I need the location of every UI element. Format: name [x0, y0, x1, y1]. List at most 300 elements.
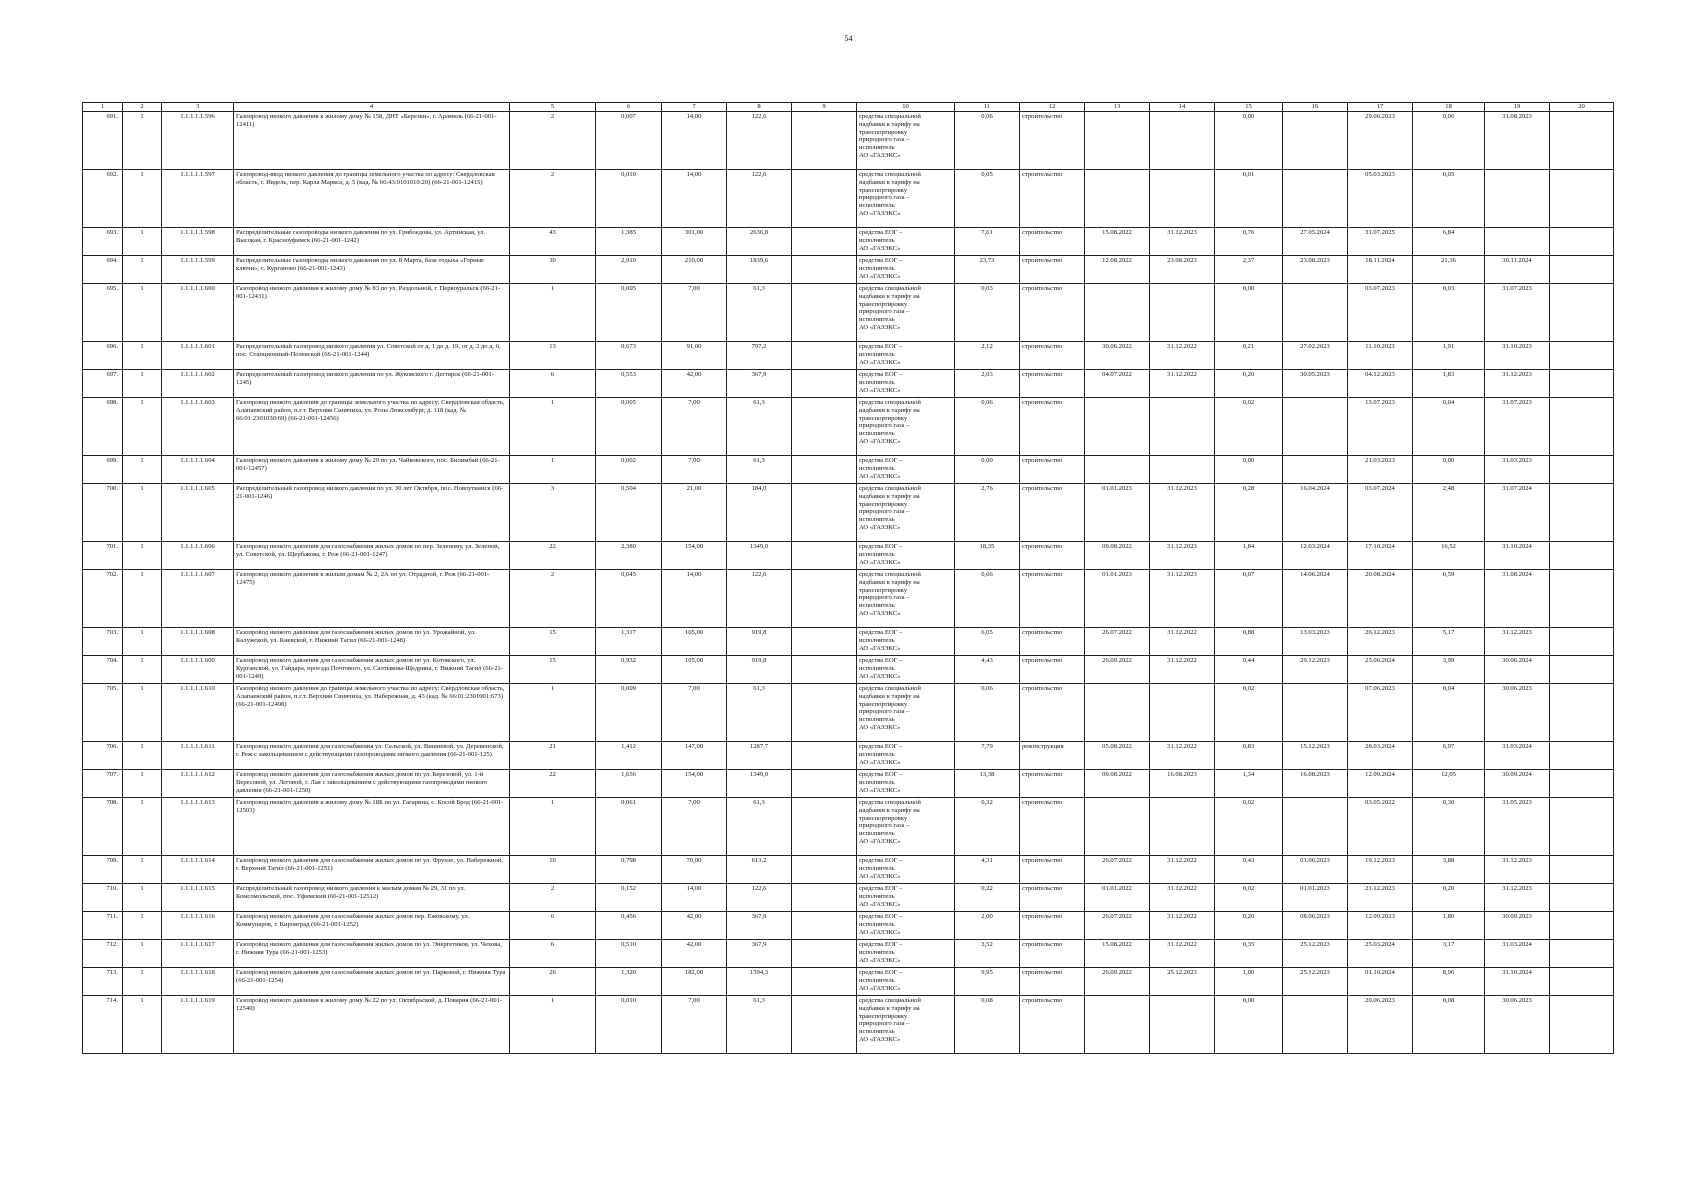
cell-c7: 21,00 — [662, 484, 727, 542]
cell-c19: 31.10.2024 — [1485, 542, 1550, 570]
table-row — [83, 228, 1614, 256]
cell-c16 — [1283, 284, 1348, 342]
cell-c5: 15 — [510, 656, 596, 684]
cell-c16: 12.03.2024 — [1283, 542, 1348, 570]
cell-c2: 1 — [123, 484, 162, 542]
cell-c2: 1 — [123, 370, 162, 398]
cell-c14: 23.08.2023 — [1150, 256, 1215, 284]
cell-c12: строительство — [1020, 256, 1085, 284]
cell-c5: 10 — [510, 856, 596, 884]
column-header: 13 — [1085, 103, 1150, 112]
table-row — [83, 856, 1614, 884]
cell-src: средства ЕОГ – исполнитель АО «ГАЗЭКС» — [857, 656, 955, 684]
cell-c18: 3,17 — [1413, 940, 1485, 968]
cell-code: 1.1.1.1.1.601 — [162, 342, 234, 370]
cell-n: 693. — [83, 228, 123, 256]
cell-c2: 1 — [123, 170, 162, 228]
cell-c7: 7,00 — [662, 798, 727, 856]
cell-c2: 1 — [123, 342, 162, 370]
cell-c13: 04.07.2022 — [1085, 370, 1150, 398]
cell-c12: реконструкция — [1020, 742, 1085, 770]
cell-c11: 23,73 — [955, 256, 1020, 284]
cell-c12: строительство — [1020, 770, 1085, 798]
cell-c5: 26 — [510, 968, 596, 996]
cell-c6: 0,061 — [596, 798, 662, 856]
cell-c15: 0,00 — [1215, 996, 1283, 1054]
cell-c13: 05.08.2022 — [1085, 742, 1150, 770]
cell-c15: 0,00 — [1215, 456, 1283, 484]
cell-c12: строительство — [1020, 228, 1085, 256]
cell-name: Газопровод низкого давления для газоснабжения жилых домов по ул. Урожайной, ул. Калужской, ул. Киевской, г. Нижний Тагил (66-21-001-1248) — [234, 628, 510, 656]
cell-c2: 1 — [123, 996, 162, 1054]
cell-c6: 0,504 — [596, 484, 662, 542]
cell-c8: 367,9 — [727, 940, 792, 968]
cell-c18: 3,88 — [1413, 856, 1485, 884]
cell-c9 — [792, 342, 857, 370]
cell-c19: 31.03.2024 — [1485, 940, 1550, 968]
column-header: 10 — [857, 103, 955, 112]
cell-c13: 12.08.2022 — [1085, 256, 1150, 284]
cell-name: Распределительные газопроводы низкого давления по ул. Грибоедова, ул. Артинская, ул. Высокая, г. Красноуфимск (66-21-001-1242) — [234, 228, 510, 256]
cell-c20 — [1550, 940, 1614, 968]
cell-c16 — [1283, 112, 1348, 170]
cell-c16: 16.08.2023 — [1283, 770, 1348, 798]
cell-c8: 613,2 — [727, 856, 792, 884]
cell-c16: 16.04.2024 — [1283, 484, 1348, 542]
cell-c9 — [792, 256, 857, 284]
cell-c12: строительство — [1020, 628, 1085, 656]
cell-c19: 31.08.2024 — [1485, 570, 1550, 628]
cell-c13 — [1085, 456, 1150, 484]
cell-c20 — [1550, 742, 1614, 770]
cell-c12: строительство — [1020, 342, 1085, 370]
cell-c9 — [792, 456, 857, 484]
cell-c15: 0,76 — [1215, 228, 1283, 256]
cell-c7: 7,00 — [662, 996, 727, 1054]
cell-c20 — [1550, 968, 1614, 996]
cell-c14: 31.12.2022 — [1150, 742, 1215, 770]
cell-c20 — [1550, 484, 1614, 542]
cell-c6: 1,412 — [596, 742, 662, 770]
cell-n: 709. — [83, 856, 123, 884]
table-row — [83, 542, 1614, 570]
cell-c6: 1,656 — [596, 770, 662, 798]
cell-n: 696. — [83, 342, 123, 370]
cell-c9 — [792, 398, 857, 456]
cell-c19: 31.07.2023 — [1485, 398, 1550, 456]
cell-c8: 1349,0 — [727, 770, 792, 798]
investment-table — [82, 102, 1614, 1054]
cell-c5: 6 — [510, 940, 596, 968]
table-row — [83, 398, 1614, 456]
column-header: 14 — [1150, 103, 1215, 112]
cell-c17: 01.10.2024 — [1348, 968, 1413, 996]
column-header: 5 — [510, 103, 596, 112]
cell-c17: 25.06.2024 — [1348, 656, 1413, 684]
cell-c16: 25.12.2023 — [1283, 940, 1348, 968]
cell-c18: 0,08 — [1413, 996, 1485, 1054]
cell-c7: 42,00 — [662, 912, 727, 940]
cell-c19: 31.12.2023 — [1485, 628, 1550, 656]
cell-c14: 31.12.2022 — [1150, 856, 1215, 884]
cell-src: средства ЕОГ – исполнитель АО «ГАЗЭКС» — [857, 256, 955, 284]
cell-c13: 15.08.2022 — [1085, 940, 1150, 968]
cell-c7: 105,00 — [662, 656, 727, 684]
cell-code: 1.1.1.1.1.609 — [162, 656, 234, 684]
cell-src: средства специальной надбавки к тарифу на транспортировку природного газа – исполнитель АО «ГАЗЭКС» — [857, 484, 955, 542]
cell-c20 — [1550, 112, 1614, 170]
cell-c8: 919,8 — [727, 656, 792, 684]
table-row — [83, 370, 1614, 398]
cell-n: 695. — [83, 284, 123, 342]
cell-c20 — [1550, 370, 1614, 398]
cell-c16 — [1283, 170, 1348, 228]
cell-c12: строительство — [1020, 940, 1085, 968]
cell-c20 — [1550, 570, 1614, 628]
cell-c19: 31.03.2024 — [1485, 742, 1550, 770]
cell-c20 — [1550, 542, 1614, 570]
cell-code: 1.1.1.1.1.616 — [162, 912, 234, 940]
cell-src: средства ЕОГ – исполнитель АО «ГАЗЭКС» — [857, 342, 955, 370]
cell-c20 — [1550, 798, 1614, 856]
cell-n: 700. — [83, 484, 123, 542]
cell-src: средства специальной надбавки к тарифу на транспортировку природного газа – исполнитель АО «ГАЗЭКС» — [857, 398, 955, 456]
cell-c14: 31.12.2022 — [1150, 912, 1215, 940]
cell-c19: 31.07.2024 — [1485, 484, 1550, 542]
cell-c16: 08.06.2023 — [1283, 912, 1348, 940]
cell-c6: 0,673 — [596, 342, 662, 370]
cell-src: средства специальной надбавки к тарифу на транспортировку природного газа – исполнитель АО «ГАЗЭКС» — [857, 570, 955, 628]
cell-c20 — [1550, 684, 1614, 742]
cell-c16 — [1283, 684, 1348, 742]
cell-c9 — [792, 170, 857, 228]
cell-name: Газопровод низкого давления к жилым домам № 2, 2А по ул. Отрадной, г. Реж (66-21-001-12475) — [234, 570, 510, 628]
cell-c5: 1 — [510, 456, 596, 484]
cell-n: 701. — [83, 542, 123, 570]
cell-c14: 31.12.2022 — [1150, 940, 1215, 968]
cell-c11: 13,38 — [955, 770, 1020, 798]
cell-c7: 42,00 — [662, 370, 727, 398]
cell-c17: 29.06.2023 — [1348, 112, 1413, 170]
cell-c16 — [1283, 456, 1348, 484]
cell-c17: 28.03.2024 — [1348, 742, 1413, 770]
cell-c9 — [792, 570, 857, 628]
cell-name: Распределительные газопроводы низкого давления по ул. 8 Марта, база отдыха «Горные ключи», с. Курганово (66-21-001-1243) — [234, 256, 510, 284]
cell-c5: 2 — [510, 884, 596, 912]
cell-c6: 1,317 — [596, 628, 662, 656]
cell-c19: 31.12.2023 — [1485, 884, 1550, 912]
cell-c20 — [1550, 912, 1614, 940]
cell-src: средства ЕОГ – исполнитель АО «ГАЗЭКС» — [857, 628, 955, 656]
cell-c17: 31.07.2025 — [1348, 228, 1413, 256]
cell-c14: 31.12.2023 — [1150, 570, 1215, 628]
cell-c16 — [1283, 798, 1348, 856]
cell-c9 — [792, 770, 857, 798]
cell-c9 — [792, 656, 857, 684]
cell-c11: 0,06 — [955, 398, 1020, 456]
cell-c18: 1,83 — [1413, 370, 1485, 398]
cell-c14: 31.12.2022 — [1150, 628, 1215, 656]
cell-c12: строительство — [1020, 570, 1085, 628]
cell-c8: 61,3 — [727, 456, 792, 484]
cell-c18: 16,52 — [1413, 542, 1485, 570]
cell-c15: 0,02 — [1215, 884, 1283, 912]
cell-src: средства ЕОГ – исполнитель АО «ГАЗЭКС» — [857, 884, 955, 912]
cell-c15: 0,35 — [1215, 940, 1283, 968]
cell-code: 1.1.1.1.1.599 — [162, 256, 234, 284]
cell-c11: 7,61 — [955, 228, 1020, 256]
cell-c11: 0,06 — [955, 684, 1020, 742]
cell-c8: 367,9 — [727, 370, 792, 398]
cell-c7: 210,00 — [662, 256, 727, 284]
cell-c8: 61,3 — [727, 996, 792, 1054]
cell-c2: 1 — [123, 656, 162, 684]
cell-c12: строительство — [1020, 684, 1085, 742]
cell-c8: 122,6 — [727, 884, 792, 912]
cell-c20 — [1550, 856, 1614, 884]
cell-c5: 22 — [510, 770, 596, 798]
cell-c5: 30 — [510, 256, 596, 284]
cell-c11: 4,31 — [955, 856, 1020, 884]
cell-c7: 91,00 — [662, 342, 727, 370]
cell-c17: 04.12.2023 — [1348, 370, 1413, 398]
cell-c5: 1 — [510, 284, 596, 342]
cell-c16: 13.03.2023 — [1283, 628, 1348, 656]
cell-c14 — [1150, 456, 1215, 484]
table-row — [83, 628, 1614, 656]
cell-c12: строительство — [1020, 456, 1085, 484]
cell-c11: 0,22 — [955, 884, 1020, 912]
cell-c8: 2636,8 — [727, 228, 792, 256]
cell-c16 — [1283, 996, 1348, 1054]
cell-src: средства ЕОГ – исполнитель АО «ГАЗЭКС» — [857, 968, 955, 996]
cell-c12: строительство — [1020, 398, 1085, 456]
cell-c6: 0,010 — [596, 170, 662, 228]
cell-c2: 1 — [123, 742, 162, 770]
cell-src: средства специальной надбавки к тарифу на транспортировку природного газа – исполнитель АО «ГАЗЭКС» — [857, 996, 955, 1054]
cell-c12: строительство — [1020, 968, 1085, 996]
cell-c13: 26.07.2022 — [1085, 628, 1150, 656]
cell-code: 1.1.1.1.1.604 — [162, 456, 234, 484]
cell-n: 697. — [83, 370, 123, 398]
table-row — [83, 456, 1614, 484]
cell-c7: 14,00 — [662, 112, 727, 170]
cell-c19: 30.09.2024 — [1485, 770, 1550, 798]
cell-c13 — [1085, 398, 1150, 456]
cell-n: 710. — [83, 884, 123, 912]
table-row — [83, 968, 1614, 996]
cell-c17: 03.07.2023 — [1348, 284, 1413, 342]
cell-c8: 61,3 — [727, 798, 792, 856]
cell-c13: 01.01.2022 — [1085, 884, 1150, 912]
cell-c9 — [792, 968, 857, 996]
cell-c7: 42,00 — [662, 940, 727, 968]
cell-c7: 105,00 — [662, 628, 727, 656]
cell-c2: 1 — [123, 570, 162, 628]
table-row — [83, 170, 1614, 228]
cell-code: 1.1.1.1.1.598 — [162, 228, 234, 256]
cell-c14: 31.12.2022 — [1150, 370, 1215, 398]
cell-c8: 797,2 — [727, 342, 792, 370]
cell-code: 1.1.1.1.1.597 — [162, 170, 234, 228]
cell-n: 699. — [83, 456, 123, 484]
cell-c17: 18.11.2024 — [1348, 256, 1413, 284]
cell-c20 — [1550, 256, 1614, 284]
cell-c19: 31.12.2023 — [1485, 370, 1550, 398]
cell-c2: 1 — [123, 628, 162, 656]
cell-c11: 2,76 — [955, 484, 1020, 542]
cell-c2: 1 — [123, 884, 162, 912]
cell-c19: 30.06.2024 — [1485, 656, 1550, 684]
cell-name: Газопровод низкого давления к жилому дому № 158, ДНТ «Березки», г. Арамиль (66-21-001-12411) — [234, 112, 510, 170]
cell-c13 — [1085, 798, 1150, 856]
cell-c8: 367,9 — [727, 912, 792, 940]
cell-c5: 1 — [510, 684, 596, 742]
cell-c14 — [1150, 284, 1215, 342]
cell-c13 — [1085, 996, 1150, 1054]
cell-n: 703. — [83, 628, 123, 656]
cell-c13: 26.07.2022 — [1085, 912, 1150, 940]
cell-c6: 0,002 — [596, 456, 662, 484]
cell-c19: 31.07.2023 — [1485, 284, 1550, 342]
cell-code: 1.1.1.1.1.596 — [162, 112, 234, 170]
cell-src: средства ЕОГ – исполнитель АО «ГАЗЭКС» — [857, 742, 955, 770]
cell-c5: 6 — [510, 912, 596, 940]
cell-c9 — [792, 628, 857, 656]
cell-c12: строительство — [1020, 112, 1085, 170]
cell-name: Газопровод низкого давления для газоснабжения жилых домов по ул. Энергетиков, ул. Чехова, г. Нижняя Тура (66-21-001-1253) — [234, 940, 510, 968]
cell-c6: 0,510 — [596, 940, 662, 968]
cell-c12: строительство — [1020, 798, 1085, 856]
column-header: 18 — [1413, 103, 1485, 112]
cell-name: Газопровод низкого давления для газоснабжения жилых домов пер. Ежовскому, ул. Коммунаров, г. Кировград (66-21-001-1252) — [234, 912, 510, 940]
cell-c13: 30.06.2022 — [1085, 342, 1150, 370]
cell-c2: 1 — [123, 456, 162, 484]
cell-c17: 25.03.2024 — [1348, 940, 1413, 968]
table-row — [83, 256, 1614, 284]
cell-c5: 6 — [510, 370, 596, 398]
cell-c20 — [1550, 342, 1614, 370]
cell-src: средства специальной надбавки к тарифу на транспортировку природного газа – исполнитель АО «ГАЗЭКС» — [857, 170, 955, 228]
cell-c13: 26.07.2022 — [1085, 856, 1150, 884]
cell-c15: 0,88 — [1215, 628, 1283, 656]
cell-c16: 15.12.2023 — [1283, 742, 1348, 770]
cell-n: 711. — [83, 912, 123, 940]
cell-c11: 7,79 — [955, 742, 1020, 770]
cell-c20 — [1550, 770, 1614, 798]
column-header: 2 — [123, 103, 162, 112]
column-header: 6 — [596, 103, 662, 112]
cell-c6: 2,910 — [596, 256, 662, 284]
cell-n: 714. — [83, 996, 123, 1054]
cell-c18: 0,05 — [1413, 170, 1485, 228]
cell-c5: 1 — [510, 398, 596, 456]
cell-c7: 154,00 — [662, 770, 727, 798]
cell-c13: 01.01.2023 — [1085, 570, 1150, 628]
cell-c13: 15.08.2022 — [1085, 228, 1150, 256]
cell-c14 — [1150, 398, 1215, 456]
table-row — [83, 912, 1614, 940]
cell-c13 — [1085, 112, 1150, 170]
cell-code: 1.1.1.1.1.614 — [162, 856, 234, 884]
cell-name: Газопровод низкого давления к жилому дому № 83 по ул. Раздольной, г. Первоуральск (66-21-001-12431) — [234, 284, 510, 342]
cell-c11: 0,32 — [955, 798, 1020, 856]
cell-code: 1.1.1.1.1.617 — [162, 940, 234, 968]
table-row — [83, 112, 1614, 170]
cell-c15: 1,34 — [1215, 770, 1283, 798]
cell-src: средства ЕОГ – исполнитель АО «ГАЗЭКС» — [857, 856, 955, 884]
cell-c2: 1 — [123, 112, 162, 170]
cell-c14 — [1150, 684, 1215, 742]
cell-name: Газопровод низкого давления для газоснабжения ул. Сельской, ул. Вишневой, ул. Деревенской, г. Реж с закольцеванием с действующими газопроводами низкого давления (66-21-001-125) — [234, 742, 510, 770]
cell-c15: 0,00 — [1215, 284, 1283, 342]
cell-c12: строительство — [1020, 284, 1085, 342]
cell-c14: 31.12.2022 — [1150, 656, 1215, 684]
cell-c15: 0,07 — [1215, 570, 1283, 628]
cell-c9 — [792, 484, 857, 542]
cell-c19: 31.12.2023 — [1485, 856, 1550, 884]
cell-c18: 1,91 — [1413, 342, 1485, 370]
table-row — [83, 996, 1614, 1054]
cell-code: 1.1.1.1.1.600 — [162, 284, 234, 342]
cell-c15: 0,02 — [1215, 798, 1283, 856]
cell-c16: 29.12.2023 — [1283, 656, 1348, 684]
cell-c20 — [1550, 170, 1614, 228]
cell-c2: 1 — [123, 398, 162, 456]
cell-c11: 0,05 — [955, 170, 1020, 228]
cell-c16 — [1283, 398, 1348, 456]
cell-c11: 0,66 — [955, 570, 1020, 628]
cell-c6: 0,009 — [596, 684, 662, 742]
cell-c12: строительство — [1020, 484, 1085, 542]
cell-c6: 0,152 — [596, 884, 662, 912]
cell-src: средства ЕОГ – исполнитель АО «ГАЗЭКС» — [857, 912, 955, 940]
column-header: 19 — [1485, 103, 1550, 112]
cell-c13: 26.09.2022 — [1085, 656, 1150, 684]
table-row — [83, 770, 1614, 798]
cell-src: средства ЕОГ – исполнитель АО «ГАЗЭКС» — [857, 770, 955, 798]
cell-c13: 09.08.2022 — [1085, 542, 1150, 570]
cell-c17: 20.06.2023 — [1348, 996, 1413, 1054]
cell-c16: 30.05.2023 — [1283, 370, 1348, 398]
cell-c8: 122,6 — [727, 112, 792, 170]
cell-c6: 1,320 — [596, 968, 662, 996]
cell-c19: 30.09.2023 — [1485, 912, 1550, 940]
cell-c19: 31.05.2023 — [1485, 798, 1550, 856]
cell-c11: 0,00 — [955, 456, 1020, 484]
column-header: 9 — [792, 103, 857, 112]
column-header: 20 — [1550, 103, 1614, 112]
cell-c2: 1 — [123, 856, 162, 884]
cell-c19: 31.10.2024 — [1485, 968, 1550, 996]
cell-c2: 1 — [123, 284, 162, 342]
cell-c18: 6,97 — [1413, 742, 1485, 770]
cell-n: 712. — [83, 940, 123, 968]
cell-c5: 15 — [510, 628, 596, 656]
cell-c5: 2 — [510, 170, 596, 228]
cell-c14: 16.08.2023 — [1150, 770, 1215, 798]
cell-n: 706. — [83, 742, 123, 770]
cell-c11: 9,95 — [955, 968, 1020, 996]
cell-c9 — [792, 742, 857, 770]
cell-c18: 2,48 — [1413, 484, 1485, 542]
cell-c8: 61,3 — [727, 684, 792, 742]
cell-c8: 184,0 — [727, 484, 792, 542]
cell-c13: 01.01.2023 — [1085, 484, 1150, 542]
cell-c14: 31.12.2023 — [1150, 484, 1215, 542]
cell-c6: 0,005 — [596, 284, 662, 342]
cell-c14: 31.12.2023 — [1150, 542, 1215, 570]
